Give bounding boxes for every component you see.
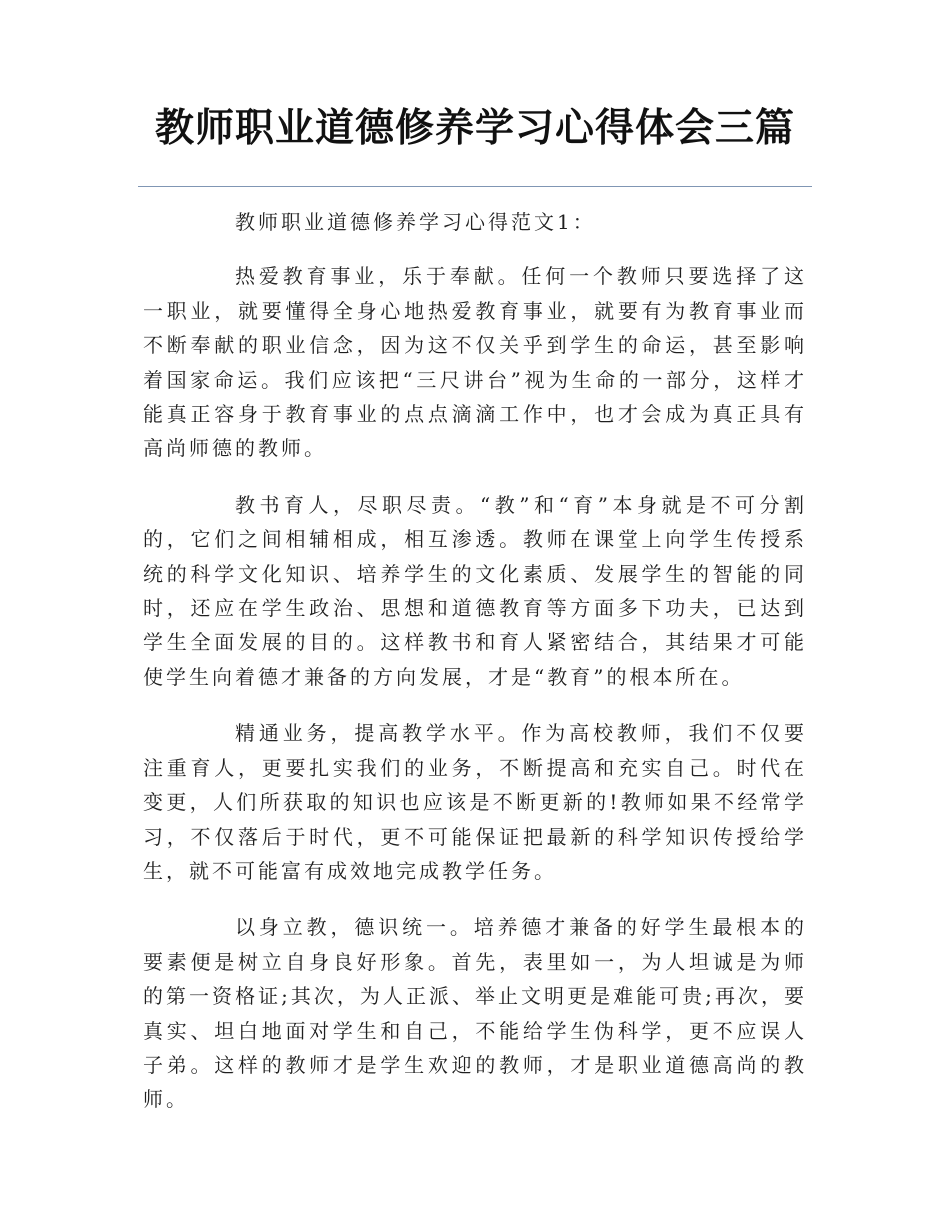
paragraph-4: 以身立教，德识统一。培养德才兼备的好学生最根本的要素便是树立自身良好形象。首先，表里如一，为人坦诚是为师的第一资格证;其次，为人正派、举止文明更是难能可贵;再次，要真实、坦白地面对学生和自己，不能给学生伪科学，更不应误人子弟。这样的教师才是学生欢迎的教师，才是职业道德高尚的教师。 — [143, 915, 807, 1112]
paragraph-1: 热爱教育事业，乐于奉献。任何一个教师只要选择了这一职业，就要懂得全身心地热爱教育事业，就要有为教育事业而不断奉献的职业信念，因为这不仅关乎到学生的命运，甚至影响着国家命运。我们应该把“三尺讲台”视为生命的一部分，这样才能真正容身于教育事业的点点滴滴工作中，也才会成为真正具有高尚师德的教师。 — [143, 264, 807, 461]
paragraph-2: 教书育人，尽职尽责。“教”和“育”本身就是不可分割的，它们之间相辅相成，相互渗透。教师在课堂上向学生传授系统的科学文化知识、培养学生的文化素质、发展学生的智能的同时，还应在学生政治、思想和道德教育等方面多下功夫，已达到学生全面发展的目的。这样教书和育人紧密结合，其结果才可能使学生向着德才兼备的方向发展，才是“教育”的根本所在。 — [143, 492, 807, 689]
document-title: 教师职业道德修养学习心得体会三篇 — [154, 106, 795, 151]
section-heading: 教师职业道德修养学习心得范文1： — [235, 210, 596, 234]
title-divider — [138, 186, 812, 187]
document-body — [143, 205, 807, 1139]
paragraph-3: 精通业务，提高教学水平。作为高校教师，我们不仅要注重育人，更要扎实我们的业务，不断提高和充实自己。时代在变更，人们所获取的知识也应该是不断更新的!教师如果不经常学习，不仅落后于时代，更不可能保证把最新的科学知识传授给学生，就不可能富有成效地完成教学任务。 — [143, 721, 807, 883]
